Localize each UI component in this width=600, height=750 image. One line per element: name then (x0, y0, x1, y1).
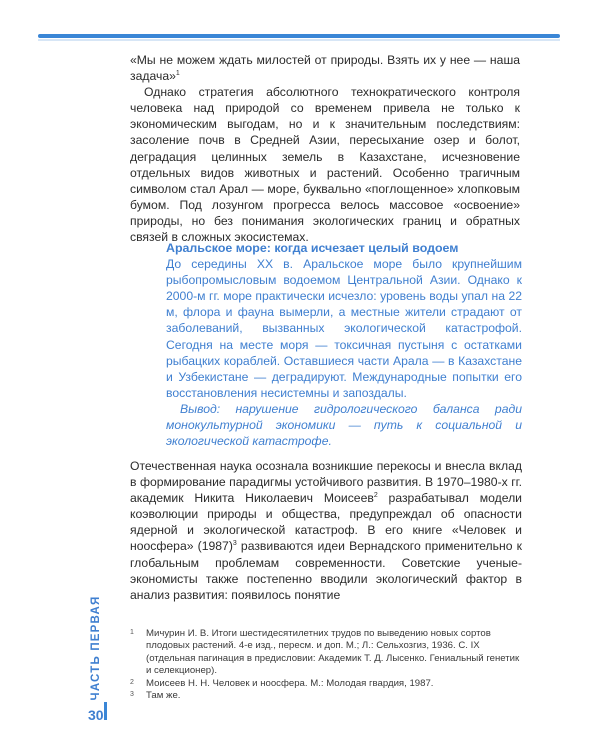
aral-sea-callout (166, 240, 522, 449)
footnote-ref-3[interactable]: 3 (232, 540, 237, 548)
chapter-side-label (84, 590, 108, 705)
footnote-number: 3 (130, 691, 134, 699)
callout-title: Аральское море: когда исчезает целый водоем (166, 241, 459, 255)
callout-conclusion: Вывод: нарушение гидрологического баланса ради монокультурной экономики — путь к социальной и экологической катастрофе. (166, 401, 522, 449)
paragraph-science (130, 458, 522, 603)
chapter-label-text: ЧАСТЬ ПЕРВАЯ (90, 595, 102, 700)
footnote-text: Мичурин И. В. Итоги шестидесятилетних трудов по выведению новых сортов плодовых растений. 4-е изд., пересм. и доп. М.; Л.: Сельхозгиз, 1936. С. IX (отдельная пагинация в предисловии: Академик Т. Д. Лысенко. Гениальный генетик и селекционер). (146, 628, 520, 677)
main-text (130, 52, 520, 245)
header-rule (38, 34, 560, 38)
footnote-text: Там же. (146, 690, 181, 702)
footnote-number: 2 (130, 678, 134, 686)
callout-text: До середины XX в. Аральское море было крупнейшим рыбопромысловым водоемом Центральной Азии. Однако к 2000-м гг. море практически исчезло: уровень воды упал на 22 м, флора и фауна вымерли, а местные жители страдают от заболеваний, вызванных экологической катастрофой. Сегодня на месте моря — токсичная пустыня с остатками рыбацких кораблей. Оставшиеся части Арала — в Казахстане и Узбекистане — деградируют. Международные попытки его восстановления несистемны и запоздалы. (166, 257, 522, 400)
page-number-bar (104, 702, 107, 720)
header-rule-shadow (38, 39, 560, 41)
science-text-part3: развиваются идеи Вернадского применительно к глобальным проблемам современности. Советские ученые-экономисты также постепенно вводили экологический фактор в анализ развития: появилось понятие (130, 539, 522, 602)
quote-paragraph (130, 52, 520, 84)
footnote-number: 1 (130, 629, 134, 636)
footnotes (130, 628, 520, 702)
continuation-text (130, 458, 522, 603)
science-text-part2: разрабатывал модели коэволюции природы и общества, предупреждал об опасности ядерной и экологической катастроф. В его книге «Человек и ноосфера» (1987) (130, 491, 522, 554)
paragraph-consequences: Однако стратегия абсолютного технократического контроля человека над природой со временем привела не только к экономическим выгодам, но и к значительным последствиям: засоление почв в Средней Азии, пересыхание озер и болот, деградация целинных земель в Казахстане, исчезновение отдельных видов животных и растений. Особенно трагичным символом стал Арал — море, буквально «поглощенное» хлопковым бумом. Под лозунгом прогресса велось массовое «освоение» природы, но без понимания экологических границ и обратных связей в сложных экосистемах. (130, 85, 520, 245)
footnote-ref-2[interactable]: 2 (373, 492, 378, 500)
footnote-3 (130, 690, 520, 702)
footnote-ref-1[interactable]: 1 (175, 70, 180, 78)
footnote-2 (130, 678, 520, 690)
footnote-text: Моисеев Н. Н. Человек и ноосфера. М.: Молодая гвардия, 1987. (146, 677, 434, 689)
quote-text: «Мы не можем ждать милостей от природы. Взять их у нее — наша задача» (130, 53, 520, 84)
footnote-1 (130, 628, 520, 678)
science-text-part1: Отечественная наука осознала возникшие перекосы и внесла вклад в формирование парадигмы устойчивого развития. В 1970–1980-х гг. академик Никита Николаевич Моисеев (130, 459, 522, 506)
page-number: 30 (88, 707, 104, 723)
